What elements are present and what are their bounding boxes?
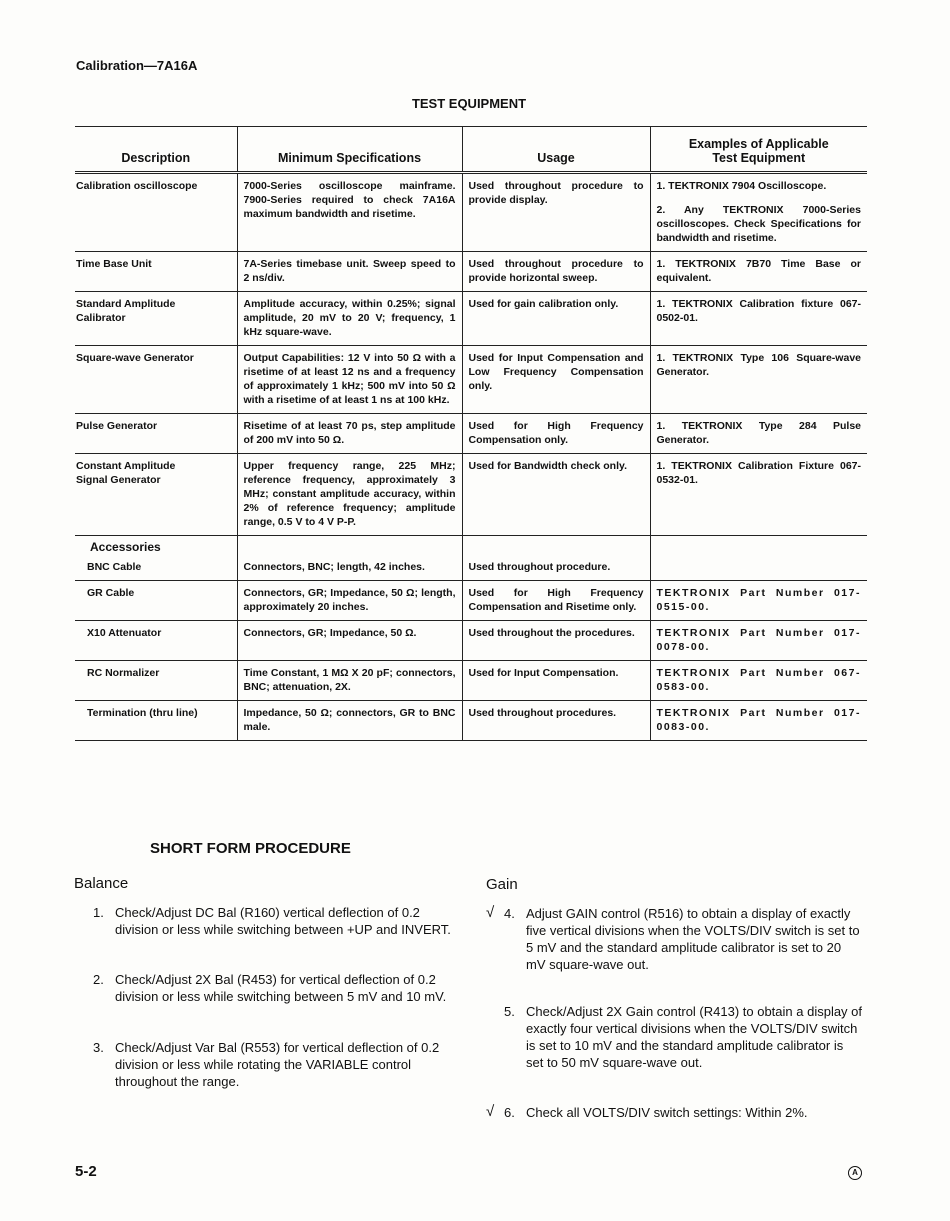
header-usage: Usage bbox=[462, 127, 650, 173]
running-head: Calibration—7A16A bbox=[76, 58, 198, 73]
test-equipment-table bbox=[75, 126, 867, 741]
row-usage bbox=[462, 536, 650, 581]
step-number: 3. bbox=[93, 1040, 104, 1055]
row-example: 1. TEKTRONIX Type 284 Pulse Generator. bbox=[650, 414, 867, 454]
row-spec bbox=[237, 536, 462, 581]
usage-text: Used throughout procedure. bbox=[468, 561, 611, 573]
row-description: Pulse Generator bbox=[75, 414, 237, 454]
row-usage: Used for Bandwidth check only. bbox=[462, 454, 650, 536]
balance-heading: Balance bbox=[74, 875, 129, 892]
step-number: 4. bbox=[504, 906, 515, 921]
table-row bbox=[75, 454, 867, 536]
row-spec: Risetime of at least 70 ps, step amplitude of 200 mV into 50 Ω. bbox=[237, 414, 462, 454]
row-example: 1. TEKTRONIX Calibration Fixture 067-0532-01. bbox=[650, 454, 867, 536]
row-example: TEKTRONIX Part Number 017-0515-00. bbox=[650, 581, 867, 621]
row-usage: Used for gain calibration only. bbox=[462, 292, 650, 346]
row-description: GR Cable bbox=[75, 581, 237, 621]
step-number: 6. bbox=[504, 1105, 515, 1120]
table-header-row bbox=[75, 127, 867, 173]
row-description bbox=[75, 536, 237, 581]
check-mark-icon: √ bbox=[486, 1103, 495, 1120]
table-row bbox=[75, 414, 867, 454]
step-text: Check/Adjust 2X Gain control (R413) to obtain a display of exactly four vertical divisions when the VOLTS/DIV switch is set to 10 mV and the standard amplitude calibrator is set to 50 mV square-wave out. bbox=[526, 1004, 863, 1070]
row-description: Time Base Unit bbox=[75, 252, 237, 292]
example-line: 2. Any TEKTRONIX 7000-Series oscilloscopes. Check Specifications for bandwidth and risetime. bbox=[656, 204, 861, 244]
row-example: 1. TEKTRONIX Type 106 Square-wave Generator. bbox=[650, 346, 867, 414]
example-line: 1. TEKTRONIX 7904 Oscilloscope. bbox=[656, 180, 827, 192]
row-example: 1. TEKTRONIX 7B70 Time Base or equivalent. bbox=[650, 252, 867, 292]
list-item bbox=[504, 1003, 863, 1071]
row-example bbox=[650, 536, 867, 581]
row-example bbox=[650, 173, 867, 252]
table-title: TEST EQUIPMENT bbox=[411, 96, 527, 111]
header-min-specs: Minimum Specifications bbox=[237, 127, 462, 173]
row-usage: Used throughout procedure to provide horizontal sweep. bbox=[462, 252, 650, 292]
row-description: Constant Amplitude Signal Generator bbox=[75, 454, 237, 536]
gain-heading: Gain bbox=[486, 876, 518, 893]
table-row bbox=[75, 701, 867, 741]
table-row bbox=[75, 346, 867, 414]
row-spec: Connectors, GR; Impedance, 50 Ω; length, approximately 20 inches. bbox=[237, 581, 462, 621]
row-usage: Used throughout procedures. bbox=[462, 701, 650, 741]
page-number: 5-2 bbox=[75, 1163, 97, 1180]
table-row bbox=[75, 661, 867, 701]
row-spec: Connectors, GR; Impedance, 50 Ω. bbox=[237, 621, 462, 661]
table-row bbox=[75, 621, 867, 661]
check-mark-icon: √ bbox=[486, 904, 495, 921]
step-text: Check all VOLTS/DIV switch settings: Within 2%. bbox=[526, 1105, 808, 1120]
row-spec: Output Capabilities: 12 V into 50 Ω with a risetime of at least 12 ns and a frequency of approximately 1 kHz; 500 mV into 50 Ω with a risetime of at least 1 ns at 100 kHz. bbox=[237, 346, 462, 414]
list-item bbox=[93, 1039, 451, 1090]
table-row bbox=[75, 252, 867, 292]
row-description: Square-wave Generator bbox=[75, 346, 237, 414]
revision-mark-icon: A bbox=[848, 1166, 862, 1180]
table-row bbox=[75, 173, 867, 252]
table-row bbox=[75, 292, 867, 346]
row-description: Termination (thru line) bbox=[75, 701, 237, 741]
row-usage: Used for High Frequency Compensation and Risetime only. bbox=[462, 581, 650, 621]
short-form-title: SHORT FORM PROCEDURE bbox=[150, 840, 351, 857]
row-spec: Amplitude accuracy, within 0.25%; signal amplitude, 20 mV to 20 V; frequency, 1 kHz square-wave. bbox=[237, 292, 462, 346]
step-number: 2. bbox=[93, 972, 104, 987]
step-number: 1. bbox=[93, 905, 104, 920]
row-example: TEKTRONIX Part Number 017-0078-00. bbox=[650, 621, 867, 661]
row-usage: Used throughout procedure to provide display. bbox=[462, 173, 650, 252]
row-usage: Used for Input Compensation and Low Frequency Compensation only. bbox=[462, 346, 650, 414]
accessories-heading: Accessories bbox=[90, 540, 161, 554]
list-item bbox=[486, 1103, 862, 1121]
spec-text: Connectors, BNC; length, 42 inches. bbox=[243, 561, 425, 573]
row-example: TEKTRONIX Part Number 017-0083-00. bbox=[650, 701, 867, 741]
list-item bbox=[93, 971, 451, 1005]
row-spec: Upper frequency range, 225 MHz; reference frequency, approximately 3 MHz; constant amplitude accuracy, within 2% of reference frequency; amplitude range, 0.5 V to 4 V P-P. bbox=[237, 454, 462, 536]
step-text: Check/Adjust Var Bal (R553) for vertical deflection of 0.2 division or less while rotating the VARIABLE control throughout the range. bbox=[115, 1040, 440, 1089]
row-usage: Used throughout the procedures. bbox=[462, 621, 650, 661]
accessory-name: BNC Cable bbox=[87, 561, 142, 573]
list-item bbox=[486, 904, 862, 973]
gain-steps bbox=[486, 904, 863, 1121]
step-text: Check/Adjust 2X Bal (R453) for vertical deflection of 0.2 division or less while switching between 5 mV and 10 mV. bbox=[115, 972, 447, 1004]
balance-steps bbox=[93, 904, 451, 1090]
row-example: TEKTRONIX Part Number 067-0583-00. bbox=[650, 661, 867, 701]
row-spec: Time Constant, 1 MΩ X 20 pF; connectors, BNC; attenuation, 2X. bbox=[237, 661, 462, 701]
table-row bbox=[75, 581, 867, 621]
step-text: Check/Adjust DC Bal (R160) vertical deflection of 0.2 division or less while switching between +UP and INVERT. bbox=[115, 905, 451, 937]
row-usage: Used for Input Compensation. bbox=[462, 661, 650, 701]
header-examples: Examples of Applicable Test Equipment bbox=[650, 127, 867, 173]
row-example: 1. TEKTRONIX Calibration fixture 067-0502-01. bbox=[650, 292, 867, 346]
row-spec: 7000-Series oscilloscope mainframe. 7900-Series required to check 7A16A maximum bandwidth and risetime. bbox=[237, 173, 462, 252]
row-description: Standard Amplitude Calibrator bbox=[75, 292, 237, 346]
step-text: Adjust GAIN control (R516) to obtain a display of exactly five vertical divisions when the VOLTS/DIV switch is set to 5 mV and the standard amplitude calibrator is set to 20 mV square-wave out. bbox=[526, 906, 860, 972]
row-usage: Used for High Frequency Compensation only. bbox=[462, 414, 650, 454]
row-description: X10 Attenuator bbox=[75, 621, 237, 661]
row-spec: 7A-Series timebase unit. Sweep speed to 2 ns/div. bbox=[237, 252, 462, 292]
header-description: Description bbox=[75, 127, 237, 173]
step-number: 5. bbox=[504, 1004, 515, 1019]
row-description: RC Normalizer bbox=[75, 661, 237, 701]
row-spec: Impedance, 50 Ω; connectors, GR to BNC male. bbox=[237, 701, 462, 741]
row-description: Calibration oscilloscope bbox=[75, 173, 237, 252]
table-row bbox=[75, 536, 867, 581]
list-item bbox=[93, 904, 451, 938]
